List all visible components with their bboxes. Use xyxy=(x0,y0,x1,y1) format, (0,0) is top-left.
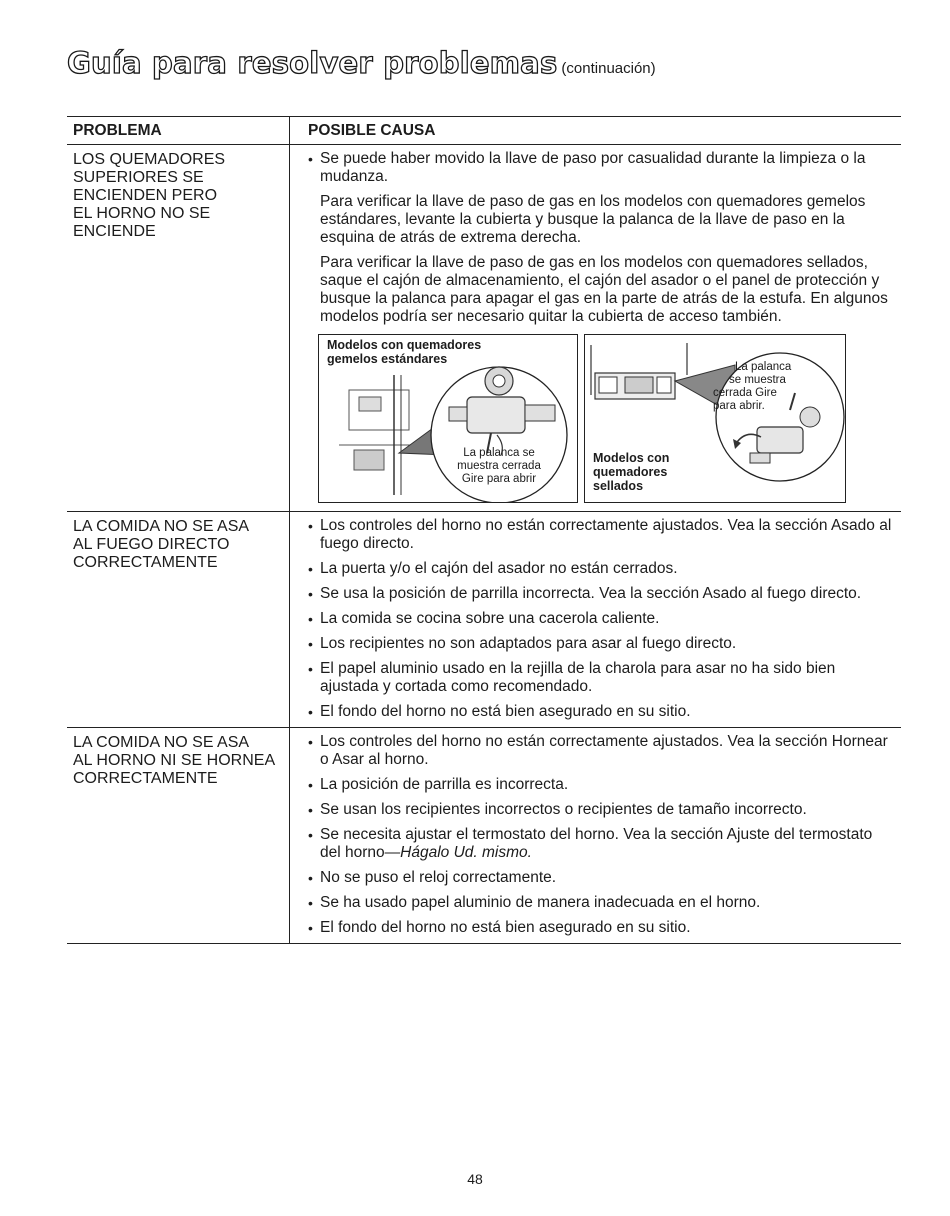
cause-item: • Se puede haber movido la llave de paso por casualidad durante la limpieza o la mudanza. xyxy=(308,150,895,186)
problem-cell: LA COMIDA NO SE ASA AL FUEGO DIRECTO CORRECTAMENTE xyxy=(73,518,250,571)
problem-cell: LA COMIDA NO SE ASA AL HORNO NI SE HORNEA CORRECTAMENTE xyxy=(73,734,276,787)
cause-item: • Se necesita ajustar el termostato del horno. Vea la sección Ajuste del termostato del horno—Hágalo Ud. mismo. xyxy=(308,826,895,862)
figure-sealed-burners xyxy=(584,334,846,503)
figure-right-title: Modelos con quemadores sellados xyxy=(593,451,670,493)
problem-cell: LOS QUEMADORES SUPERIORES SE ENCIENDEN PERO EL HORNO NO SE ENCIENDE xyxy=(73,151,226,240)
table-header xyxy=(67,116,901,145)
cause-cell xyxy=(290,145,901,511)
cause-cell xyxy=(290,512,901,727)
cause-item: • Se usa la posición de parrilla incorrecta. Vea la sección Asado al fuego directo. xyxy=(308,585,895,603)
cause-item: • Los recipientes no son adaptados para asar al fuego directo. xyxy=(308,635,895,653)
italic-suffix: —Hágalo Ud. mismo. xyxy=(384,844,532,861)
cause-item: • La puerta y/o el cajón del asador no están cerrados. xyxy=(308,560,895,578)
figure-left-note: La palanca se muestra cerrada Gire para abrir xyxy=(457,447,541,485)
cause-cell xyxy=(290,728,901,943)
table-row xyxy=(67,512,901,728)
page-number: 48 xyxy=(467,1171,483,1187)
cause-item: • El fondo del horno no está bien asegurado en su sitio. xyxy=(308,919,895,937)
figure-standard-burners xyxy=(318,334,578,503)
cause-item: • Los controles del horno no están correctamente ajustados. Vea la sección Hornear o Asar al horno. xyxy=(308,733,895,769)
cause-item: • La posición de parrilla es incorrecta. xyxy=(308,776,895,794)
page-title-continuation: (continuación) xyxy=(561,60,656,77)
header-problem: PROBLEMA xyxy=(73,122,162,139)
cause-item: • El fondo del horno no está bien asegurado en su sitio. xyxy=(308,703,895,721)
cause-item: • Se usan los recipientes incorrectos o recipientes de tamaño incorrecto. xyxy=(308,801,895,819)
troubleshooting-table xyxy=(67,116,901,944)
cause-item: • La comida se cocina sobre una cacerola caliente. xyxy=(308,610,895,628)
figure-left-title: Modelos con quemadores gemelos estándares xyxy=(327,338,482,366)
table-row xyxy=(67,145,901,512)
figure-right-note: La palanca se muestra cerrada Gire para abrir. xyxy=(713,361,792,412)
cause-paragraph: Para verificar la llave de paso de gas en los modelos con quemadores gemelos estándares, levante la cubierta y busque la palanca de la llave de paso en la esquina de atrás de extrema derecha. xyxy=(320,193,866,246)
gas-valve-figures xyxy=(318,334,895,503)
header-cause: POSIBLE CAUSA xyxy=(308,122,436,139)
cause-paragraph: Para verificar la llave de paso de gas en los modelos con quemadores sellados, saque el cajón de almacenamiento, el cajón del asador o el panel de protección y busque la palanca para apagar el gas en la parte de atrás de la estufa. En algunos modelos podría ser necesario quitar la cubierta de acceso también. xyxy=(320,254,888,325)
page-title-main: Guía para resolver problemas xyxy=(67,46,558,80)
cause-item: • No se puso el reloj correctamente. xyxy=(308,869,895,887)
page-title xyxy=(67,46,656,80)
cause-item: • Los controles del horno no están correctamente ajustados. Vea la sección Asado al fuego directo. xyxy=(308,517,895,553)
cause-item: • Se ha usado papel aluminio de manera inadecuada en el horno. xyxy=(308,894,895,912)
cause-item: • El papel aluminio usado en la rejilla de la charola para asar no ha sido bien ajustada y cortada como recomendado. xyxy=(308,660,895,696)
table-row xyxy=(67,728,901,944)
